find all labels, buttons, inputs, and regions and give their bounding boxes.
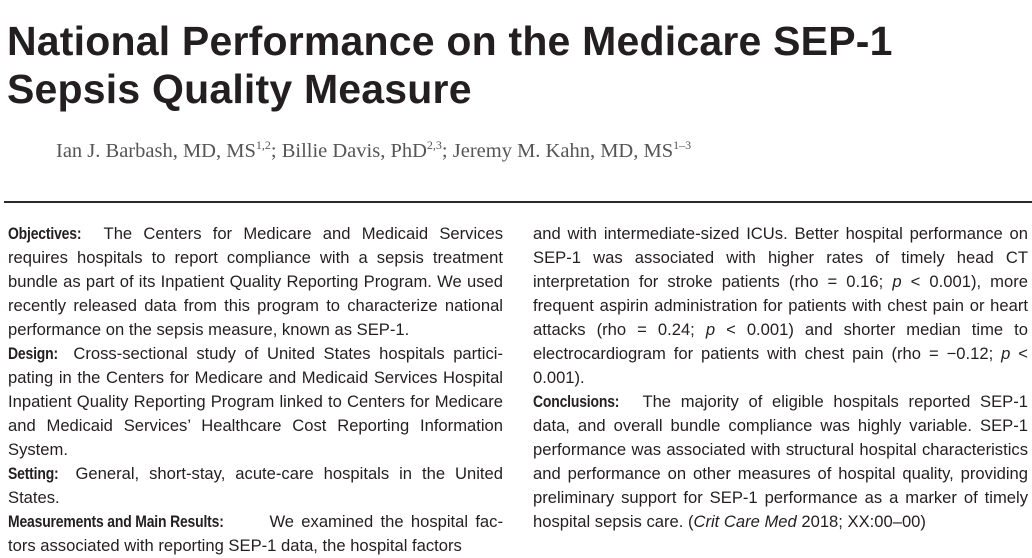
abstract-design	[8, 342, 503, 462]
author-name: Ian J. Barbash, MD, MS	[56, 140, 256, 162]
p-value-symbol: p	[892, 272, 902, 291]
results-text-d: < 0.001).	[533, 344, 1028, 387]
abstract-results-continued	[533, 222, 1028, 390]
results-text-a: and with intermediate-sized ICUs. Better hospital performance on SEP-1 was associated with higher rates of timely head CT interpretation for stroke patients (rho = 0.16;	[533, 224, 1028, 291]
section-label-design: Design:	[8, 344, 58, 363]
author-affiliation: 1–3	[673, 138, 692, 152]
author-affiliation: 2,3	[426, 138, 442, 152]
section-label-objectives: Objectives:	[8, 224, 82, 243]
title-line-2: Sepsis Quality Measure	[7, 66, 472, 112]
header-divider	[4, 201, 1032, 203]
p-value-symbol: p	[705, 320, 716, 339]
author-list	[56, 138, 691, 164]
objectives-text: The Centers for Medicare and Medicaid Services requires hospitals to report compliance with a sepsis treatment bundle as part of its Inpatient Quality Reporting Program. We used recently released data from this program to characterize national performance on the sepsis measure, known as SEP-1.	[8, 224, 503, 339]
abstract-setting	[8, 462, 503, 510]
section-label-conclusions: Conclusions:	[533, 392, 620, 411]
author-separator: ;	[270, 140, 282, 162]
abstract-left-column	[8, 222, 503, 558]
p-value-symbol: p	[1001, 344, 1011, 363]
title-line-1: National Performance on the Medicare SEP-1	[7, 18, 893, 64]
abstract-objectives	[8, 222, 503, 342]
author-affiliation: 1,2	[255, 138, 271, 152]
design-text: Cross-sectional study of United States hospitals participating in the Centers for Medicare and Medicaid Services Hospital Inpatient Quality Reporting Program linked to Centers for Medicare and Medicaid Services’ Healthcare Cost Reporting Information System.	[8, 344, 503, 459]
abstract-conclusions	[533, 390, 1028, 534]
journal-name: Crit Care Med	[693, 512, 797, 531]
conclusions-text: The majority of eligible hospitals reported SEP-1 data, and overall bundle compliance was highly variable. SEP-1 performance was associated with structural hospital characteristics and performance on other measures of hospital quality, providing preliminary support for SEP-1 performance as a marker of timely hospital sepsis care. (	[533, 392, 1028, 531]
author-name: Billie Davis, PhD	[281, 140, 427, 162]
abstract-measurements	[8, 510, 503, 558]
results-text-b: < 0.001), more frequent aspirin administration for patients with chest pain or heart attacks (rho = 0.24;	[533, 272, 1028, 339]
author-name: Jeremy M. Kahn, MD, MS	[452, 140, 674, 162]
section-label-measurements: Measurements and Main Results:	[8, 512, 224, 531]
author-separator: ;	[441, 140, 453, 162]
results-text-c: < 0.001) and shorter median time to electrocardiogram for patients with chest pain (rho = −0.12;	[533, 320, 1028, 363]
citation-text: 2018; XX:00–00)	[796, 512, 926, 531]
article-title	[7, 17, 893, 113]
section-label-setting: Setting:	[8, 464, 59, 483]
measurements-text: We examined the hospital factors associated with reporting SEP-1 data, the hospital factors	[8, 512, 503, 555]
setting-text: General, short-stay, acute-care hospitals in the United States.	[8, 464, 503, 507]
abstract-right-column	[533, 222, 1028, 534]
